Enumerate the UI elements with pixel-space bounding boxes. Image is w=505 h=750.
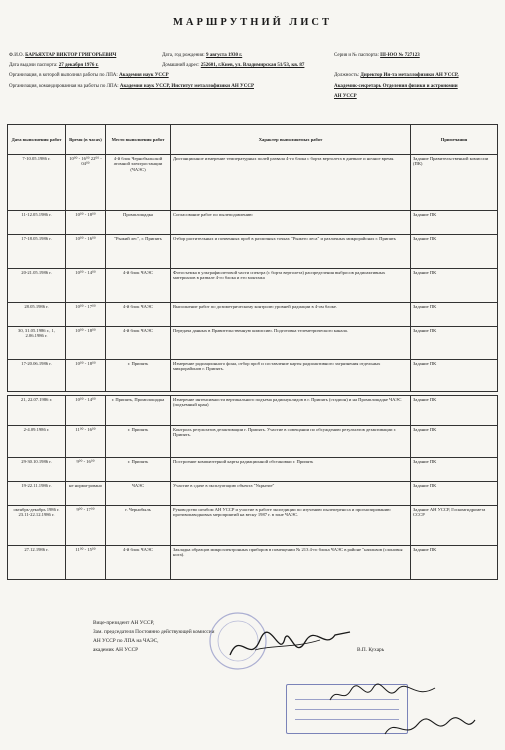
cell-note: Задание ПК — [411, 303, 498, 327]
position3-row — [334, 94, 357, 100]
cell-place: г. Припять — [106, 458, 171, 482]
header-note: Примечания — [411, 125, 498, 155]
table-row — [8, 155, 498, 211]
cell-work: Измерение радиационного фона, отбор проб и составление карты радиоактивного загрязнения отдельных микрорайонов г. Припять. — [171, 360, 411, 392]
cell-date: 19-22.11.1986 г. — [8, 482, 66, 506]
table-row — [8, 482, 498, 506]
address-label: Домашний адрес: — [162, 63, 200, 68]
handwritten-signature — [225, 620, 355, 670]
cell-place: 4-й блок ЧАЭС — [106, 269, 171, 303]
position2-row — [334, 84, 458, 90]
cell-note: Задание ПК — [411, 327, 498, 360]
table-row — [8, 458, 498, 482]
cell-work: Выполнение работ по дозиметрическому контролю уровней радиации в 4-ом блоке. — [171, 303, 411, 327]
dob-label: Дата, год рождения: — [162, 53, 205, 58]
issue-row — [9, 63, 99, 69]
signatory-name: В.П. Кухарь — [357, 647, 385, 653]
cell-time: 10⁰⁰ - 18⁰⁰ — [66, 327, 106, 360]
cell-note: Задание Правительственной комиссии (ПК) — [411, 155, 498, 211]
sent-label: Организация, командированная на работы по ЛПА: — [9, 84, 119, 89]
cell-work: Построение компьютерной карты радиационной обстановки г. Припять — [171, 458, 411, 482]
position-row — [334, 73, 459, 79]
cell-date: октябрь-декабрь 1986 г. 23.11-22.12.1986 г. — [8, 506, 66, 546]
org-value: Академия наук УССР — [119, 73, 169, 78]
table-row — [8, 303, 498, 327]
table-header-row — [8, 125, 498, 155]
header-place: Место выполнения работ — [106, 125, 171, 155]
cell-time: 10⁰⁰ - 14⁰⁰ — [66, 269, 106, 303]
cell-note: Задание АН УССР, Госкомгидромета СССР — [411, 506, 498, 546]
cell-time: 9⁰⁰ - 16⁰⁰ — [66, 458, 106, 482]
header-time: Время (в часах) — [66, 125, 106, 155]
cell-place: г. Чернобыль — [106, 506, 171, 546]
cell-work: Дистанционное измерение температурных полей развала 4-го блока с борта вертолета в дневное и ночное время. — [171, 155, 411, 211]
cell-note: Задание ПК — [411, 426, 498, 458]
table-row — [8, 269, 498, 303]
table-row — [8, 360, 498, 392]
cell-date: 27.12.1986 г. — [8, 546, 66, 580]
table-row — [8, 426, 498, 458]
cell-date: 2-4.09.1986 г. — [8, 426, 66, 458]
header-date: Дата выполнения работ — [8, 125, 66, 155]
table-row — [8, 327, 498, 360]
cell-work: Фотосъемка в ультрафиолетовой части спектра (с борта вертолета) распределения выбросов радиоактивных материалов в развале 4-го блока и его монтажа — [171, 269, 411, 303]
cell-time: 10⁰⁰ - 16⁰⁰ 22⁰⁰ - 04⁰⁰ — [66, 155, 106, 211]
cell-time: 9⁰⁰ - 17⁰⁰ — [66, 506, 106, 546]
address-row — [162, 63, 304, 69]
cell-work: Закладка образцов микроэлектронных приборов в помещении № 213 4-го блока ЧАЭС в районе "напльвов (слоновья нога). — [171, 546, 411, 580]
passport-row — [334, 53, 420, 59]
dob-row — [162, 53, 242, 59]
fio-label: Ф.И.О. — [9, 53, 24, 58]
cell-work: Передача данных в Правительственную комиссию. Подготовка телеметрического канала. — [171, 327, 411, 360]
signatory-line-4: академик АН УССР — [93, 647, 139, 653]
position-value: Директор Ин-та металлофизики АН УССР, — [360, 73, 459, 78]
cell-note: Задание ПК — [411, 269, 498, 303]
fio-row — [9, 53, 116, 59]
issue-value: 27 декабря 1976 г. — [58, 63, 99, 68]
position-label: Должность: — [334, 73, 360, 78]
stamp-handwriting — [325, 680, 445, 710]
cell-note: Задание ПК — [411, 396, 498, 426]
cell-date: 11-12.05.1986 г. — [8, 211, 66, 235]
signatory-line-2: Зам. председателя Постоянно действующей комиссии — [93, 629, 215, 635]
org-label: Организация, в которой выполнял работы по ЛПА: — [9, 73, 118, 78]
cell-place: 4-й блок ЧАЭС — [106, 303, 171, 327]
cell-place: ЧАЭС — [106, 482, 171, 506]
cell-work: Измерение интенсивности вертикального подъема радионуклидов в г. Припять (стадион) и на Промплощадке ЧАЭС (подъемный кран) — [171, 396, 411, 426]
cell-note: Задание ПК — [411, 482, 498, 506]
passport-label: Серия и № паспорта: — [334, 53, 379, 58]
sent-row — [9, 84, 254, 90]
cell-place: 4-й блок Чернобыльской атомной электростанции (ЧАЭС) — [106, 155, 171, 211]
cell-time: 10⁰⁰ - 14⁰⁰ — [66, 396, 106, 426]
cell-work: Согласование работ по пылеподавлению — [171, 211, 411, 235]
cell-work: Отбор растительных и почвенных проб в различных точках "Рыжего леса" и различных микрорайонах г. Припять — [171, 235, 411, 269]
cell-date: 21, 22.07.1986 г. — [8, 396, 66, 426]
document-title: МАРШРУТНИЙ ЛИСТ — [172, 17, 332, 28]
cell-place: г. Припять — [106, 426, 171, 458]
cell-note: Задание ПК — [411, 360, 498, 392]
cell-work: Участие в сдаче в эксплуатацию объекта "Укрытие" — [171, 482, 411, 506]
cell-place: Промплощадка — [106, 211, 171, 235]
header-work: Характер выполняемых работ — [171, 125, 411, 155]
cell-note: Задание ПК — [411, 458, 498, 482]
cell-place: г. Припять, Промплощадка — [106, 396, 171, 426]
table-row — [8, 506, 498, 546]
position3-value: АН УССР — [334, 94, 357, 99]
sent-value: Академия наук УССР, Институт металлофизики АН УССР — [119, 84, 254, 89]
cell-work: Руководство штабом АН УССР и участие в работе экспедиции по изучению пылепереноса и прогнозированию противопаводковых мероприятий на весну 1987 г. в зоне ЧАЭС. — [171, 506, 411, 546]
dob-value: 9 августа 1930 г. — [205, 53, 243, 58]
table-row — [8, 211, 498, 235]
cell-place: 4-й блок ЧАЭС — [106, 327, 171, 360]
stamp-signature — [380, 712, 480, 742]
cell-time: 10⁰⁰ - 16⁰⁰ — [66, 235, 106, 269]
cell-time: 10⁰⁰ - 17⁰⁰ — [66, 303, 106, 327]
cell-time: 10⁰⁰ - 18⁰⁰ — [66, 211, 106, 235]
cell-place: 4-й блок ЧАЭС — [106, 546, 171, 580]
table-row — [8, 396, 498, 426]
cell-note: Задание ПК — [411, 235, 498, 269]
cell-note: Задание ПК — [411, 546, 498, 580]
work-table-bottom — [7, 395, 498, 580]
signatory-line-1: Вице-президент АН УССР, — [93, 620, 155, 626]
cell-date: 20-21.05.1986 г. — [8, 269, 66, 303]
table-row — [8, 546, 498, 580]
cell-date: 17-20.06.1986 г. — [8, 360, 66, 392]
position2-value: Академик-секретарь Отделения физики и астрономии — [334, 84, 458, 89]
cell-date: 7-10.05.1986 г. — [8, 155, 66, 211]
cell-note: Задание ПК — [411, 211, 498, 235]
cell-date: 28.05.1986 г. — [8, 303, 66, 327]
cell-time: не норми-ровано — [66, 482, 106, 506]
fio-value: БАРЬЯХТАР ВИКТОР ГРИГОРЬЕВИЧ — [25, 53, 117, 58]
cell-time: 10⁰⁰ - 18⁰⁰ — [66, 360, 106, 392]
passport-value: III-ЮО № 727123 — [380, 53, 420, 58]
cell-time: 11⁰⁰ - 15⁰⁰ — [66, 546, 106, 580]
table-row — [8, 235, 498, 269]
cell-date: 29-30.10.1986 г. — [8, 458, 66, 482]
cell-place: г. Припять — [106, 360, 171, 392]
cell-date: 17-18.05.1986 г. — [8, 235, 66, 269]
cell-time: 11⁰⁰ - 16⁰⁰ — [66, 426, 106, 458]
address-value: 252601, г.Киев, ул. Владимирская 51/53, кв. 87 — [200, 63, 305, 68]
issue-label: Дата выдачи паспорта: — [9, 63, 58, 68]
cell-place: "Рыжий лес", г. Припять — [106, 235, 171, 269]
org-row — [9, 73, 169, 79]
cell-date: 30, 31.05.1986 г., 1, 2.06.1986 г. — [8, 327, 66, 360]
cell-work: Контроль результатов дезактивации г. Припять. Участие в совещании по обсуждению результатов дезактивации г. Припять. — [171, 426, 411, 458]
work-table-top — [7, 124, 498, 392]
signatory-line-3: АН УССР по ЛПА на ЧАЭС, — [93, 638, 159, 644]
